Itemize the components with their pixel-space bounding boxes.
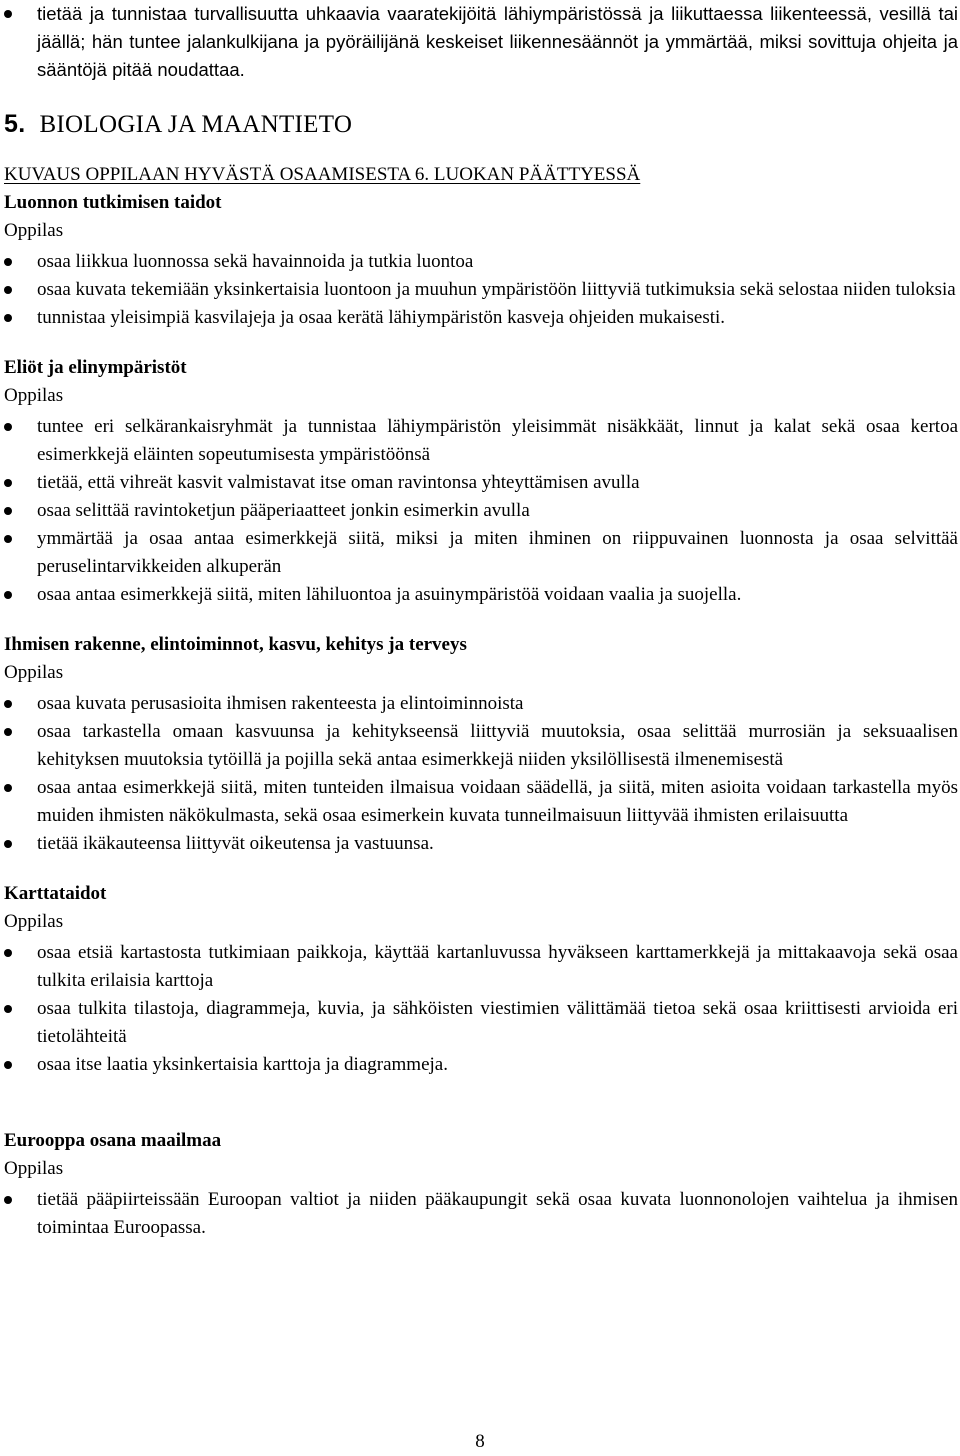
list-item: osaa antaa esimerkkejä siitä, miten lähiluontoa ja asuinympäristöä voidaan vaalia ja suojella. bbox=[4, 581, 958, 609]
section-bullet-list bbox=[4, 939, 958, 1079]
section-bullet-list bbox=[4, 248, 958, 332]
chapter-heading bbox=[4, 106, 958, 143]
list-item: osaa selittää ravintoketjun pääperiaatteet jonkin esimerkin avulla bbox=[4, 497, 958, 525]
chapter-title: BIOLOGIA JA MAANTIETO bbox=[39, 111, 353, 138]
section-heading: Eliöt ja elinympäristöt bbox=[4, 357, 187, 378]
section-nature-research-skills bbox=[4, 189, 958, 332]
section-bullet-list bbox=[4, 1186, 958, 1242]
page-number: 8 bbox=[475, 1431, 485, 1452]
list-item: tunnistaa yleisimpiä kasvilajeja ja osaa kerätä lähiympäristön kasveja ohjeiden mukaisesti. bbox=[4, 304, 958, 332]
list-item: osaa itse laatia yksinkertaisia karttoja ja diagrammeja. bbox=[4, 1051, 958, 1079]
list-item: osaa kuvata tekemiään yksinkertaisia luontoon ja muuhun ympäristöön liittyviä tutkimuksia sekä selostaa niiden tuloksia bbox=[4, 276, 958, 304]
section-heading: Karttataidot bbox=[4, 883, 107, 904]
section-bullet-list bbox=[4, 413, 958, 609]
list-item: osaa kuvata perusasioita ihmisen rakenteesta ja elintoiminnoista bbox=[4, 690, 958, 718]
competence-description-title: KUVAUS OPPILAAN HYVÄSTÄ OSAAMISESTA 6. LUOKAN PÄÄTTYESSÄ bbox=[4, 164, 641, 185]
intro-bullet-list bbox=[4, 0, 958, 84]
section-heading: Luonnon tutkimisen taidot bbox=[4, 192, 222, 213]
page-content bbox=[4, 0, 958, 1242]
list-item: osaa liikkua luonnossa sekä havainnoida ja tutkia luontoa bbox=[4, 248, 958, 276]
section-organisms-habitats bbox=[4, 354, 958, 609]
section-heading: Eurooppa osana maailmaa bbox=[4, 1130, 222, 1151]
chapter-number: 5. bbox=[4, 110, 26, 138]
list-item: osaa tarkastella omaan kasvuunsa ja kehitykseensä liittyviä muutoksia, osaa selittää murrosiän ja seksuaalisen kehityksen muutoksia tytöillä ja pojilla sekä antaa esimerkkejä niiden yksilöllisestä ilmenemisestä bbox=[4, 718, 958, 774]
list-item: tietää ikäkauteensa liittyvät oikeutensa ja vastuunsa. bbox=[4, 830, 958, 858]
list-item: osaa etsiä kartastosta tutkimiaan paikkoja, käyttää kartanluvussa hyväkseen karttamerkkejä ja mittakaavoja sekä osaa tulkita erilaisia karttoja bbox=[4, 939, 958, 995]
section-label: Oppilas bbox=[4, 385, 64, 406]
section-human-structure-health bbox=[4, 631, 958, 858]
section-label: Oppilas bbox=[4, 1158, 64, 1179]
intro-bullet-item: tietää ja tunnistaa turvallisuutta uhkaavia vaaratekijöitä lähiympäristössä ja liikuttaessa liikenteessä, vesillä tai jäällä; hän tuntee jalankulkijana ja pyöräilijänä keskeiset liikennesäännöt ja ymmärtää, miksi sovittuja ohjeita ja sääntöjä pitää noudattaa. bbox=[4, 0, 958, 84]
section-bullet-list bbox=[4, 690, 958, 858]
section-label: Oppilas bbox=[4, 220, 64, 241]
section-europe-in-world bbox=[4, 1127, 958, 1242]
list-item: tuntee eri selkärankaisryhmät ja tunnistaa lähiympäristön yleisimmät nisäkkäät, linnut ja kalat sekä osaa kertoa esimerkkejä eläinten sopeutumisesta ympäristöönsä bbox=[4, 413, 958, 469]
section-label: Oppilas bbox=[4, 662, 64, 683]
list-item: tietää pääpiirteissään Euroopan valtiot ja niiden pääkaupungit sekä osaa kuvata luonnonolojen vaihtelua ja ihmisen toimintaa Euroopassa. bbox=[4, 1186, 958, 1242]
list-item: osaa tulkita tilastoja, diagrammeja, kuvia, ja sähköisten viestimien välittämää tietoa sekä osaa kriittisesti arvioida eri tietolähteitä bbox=[4, 995, 958, 1051]
section-map-skills bbox=[4, 880, 958, 1079]
section-label: Oppilas bbox=[4, 911, 64, 932]
list-item: ymmärtää ja osaa antaa esimerkkejä siitä, miksi ja miten ihminen on riippuvainen luonnosta ja osaa selvittää peruselintarvikkeiden alkuperän bbox=[4, 525, 958, 581]
section-heading: Ihmisen rakenne, elintoiminnot, kasvu, kehitys ja terveys bbox=[4, 634, 467, 655]
list-item: tietää, että vihreät kasvit valmistavat itse oman ravintonsa yhteyttämisen avulla bbox=[4, 469, 958, 497]
list-item: osaa antaa esimerkkejä siitä, miten tunteiden ilmaisua voidaan säädellä, ja siitä, miten asioita voidaan tarkastella myös muiden ihmisten näkökulmasta, sekä osaa esimerkein kuvata tunneilmaisuun liittyvää ihmisten erilaisuutta bbox=[4, 774, 958, 830]
